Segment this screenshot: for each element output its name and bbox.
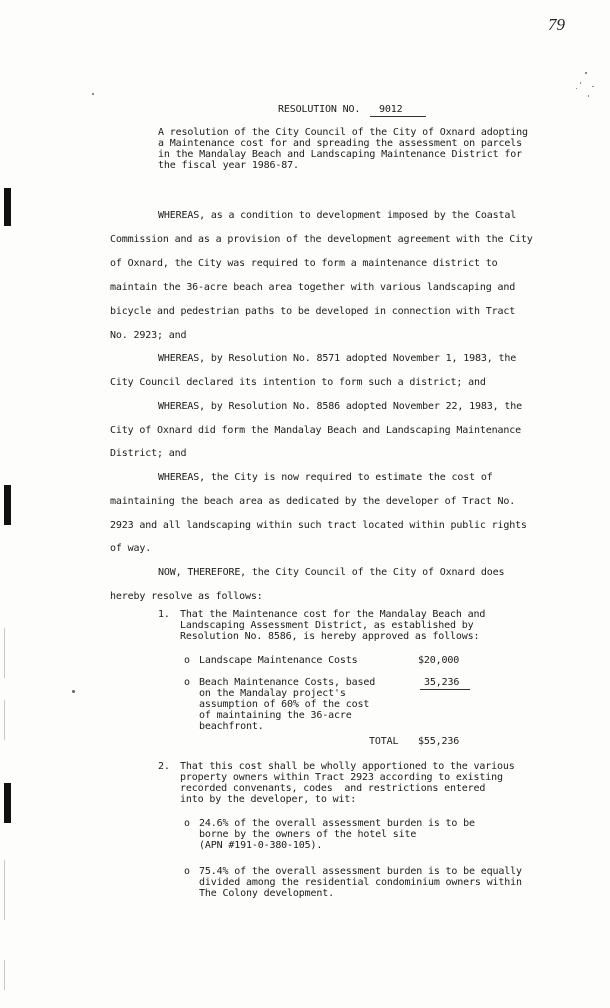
resolution-number-underline [370,116,426,117]
binder-mark [4,188,11,226]
item-2-line: That this cost shall be wholly apportioned to the various [180,761,515,772]
body-line: City of Oxnard did form the Mandalay Beach and Landscaping Maintenance [110,425,521,436]
item-2-number: 2. [158,761,170,772]
binder-mark [4,783,11,823]
body-line: hereby resolve as follows: [110,591,263,602]
scan-line [4,860,5,920]
item-1-line: That the Maintenance cost for the Mandalay Beach and [180,609,486,620]
body-line: WHEREAS, by Resolution No. 8571 adopted November 1, 1983, the [158,353,517,364]
body-line: District; and [110,448,187,459]
cost-amount: 35,236 [424,677,460,688]
cost-label: beachfront. [199,721,264,732]
apportion-line: 75.4% of the overall assessment burden is to be equally [199,866,522,877]
body-line: maintain the 36-acre beach area together with various landscaping and [110,282,516,293]
cost-bullet: o [184,677,190,688]
summary-line: the fiscal year 1986-87. [158,160,299,171]
apportion-line: borne by the owners of the hotel site [199,829,417,840]
summary-line: in the Mandalay Beach and Landscaping Maintenance District for [158,149,522,160]
apportion-bullet: o [184,818,190,829]
cost-amount: $20,000 [418,655,460,666]
scan-speck [72,690,75,693]
scan-line [4,628,5,678]
page-number: 79 [548,15,565,34]
body-line: of Oxnard, the City was required to form a maintenance district to [110,258,498,269]
body-line: Commission and as a provision of the development agreement with the City [110,234,533,245]
body-line: WHEREAS, the City is now required to estimate the cost of [158,472,493,483]
scan-line [4,960,5,990]
scan-line [4,700,5,740]
body-line: maintaining the beach area as dedicated by the developer of Tract No. [110,496,516,507]
apportion-bullet: o [184,866,190,877]
cost-label: Beach Maintenance Costs, based [199,677,376,688]
scan-speck [585,72,587,74]
body-line: bicycle and pedestrian paths to be developed in connection with Tract [110,306,516,317]
apportion-line: The Colony development. [199,888,335,899]
summary-line: A resolution of the City Council of the City of Oxnard adopting [158,127,528,138]
item-1-line: Resolution No. 8586, is hereby approved as follows: [180,631,480,642]
body-line: NOW, THEREFORE, the City Council of the City of Oxnard does [158,567,505,578]
resolution-number: 9012 [379,104,403,115]
subtotal-underline [420,689,470,690]
cost-label: assumption of 60% of the cost [199,699,370,710]
item-2-line: into by the developer, to wit: [180,794,357,805]
item-1-number: 1. [158,609,170,620]
body-line: WHEREAS, by Resolution No. 8586 adopted November 22, 1983, the [158,401,522,412]
apportion-line: 24.6% of the overall assessment burden is to be [199,818,475,829]
apportion-line: divided among the residential condominium owners within [199,877,522,888]
total-label: TOTAL [369,736,399,747]
body-line: 2923 and all landscaping within such tract located within public rights [110,520,527,531]
cost-label: on the Mandalay project's [199,688,346,699]
body-line: No. 2923; and [110,330,187,341]
summary-line: a Maintenance cost for and spreading the assessment on parcels [158,138,522,149]
body-line: of way. [110,543,152,554]
scan-speck [576,88,577,89]
item-2-line: property owners within Tract 2923 according to existing [180,772,503,783]
cost-label: of maintaining the 36-acre [199,710,352,721]
scan-speck [580,82,581,84]
body-line: City Council declared its intention to form such a district; and [110,377,486,388]
resolution-label: RESOLUTION NO. [278,104,361,115]
cost-label: Landscape Maintenance Costs [199,655,358,666]
apportion-line: (APN #191-0-380-105). [199,840,323,851]
cost-bullet: o [184,655,190,666]
body-line: WHEREAS, as a condition to development imposed by the Coastal [158,210,517,221]
scan-speck [592,86,594,87]
scan-speck [588,95,589,97]
item-2-line: recorded convenants, codes and restrictions entered [180,783,486,794]
binder-mark [4,485,11,525]
scan-speck [92,93,94,95]
item-1-line: Landscaping Assessment District, as established by [180,620,474,631]
total-amount: $55,236 [418,736,460,747]
